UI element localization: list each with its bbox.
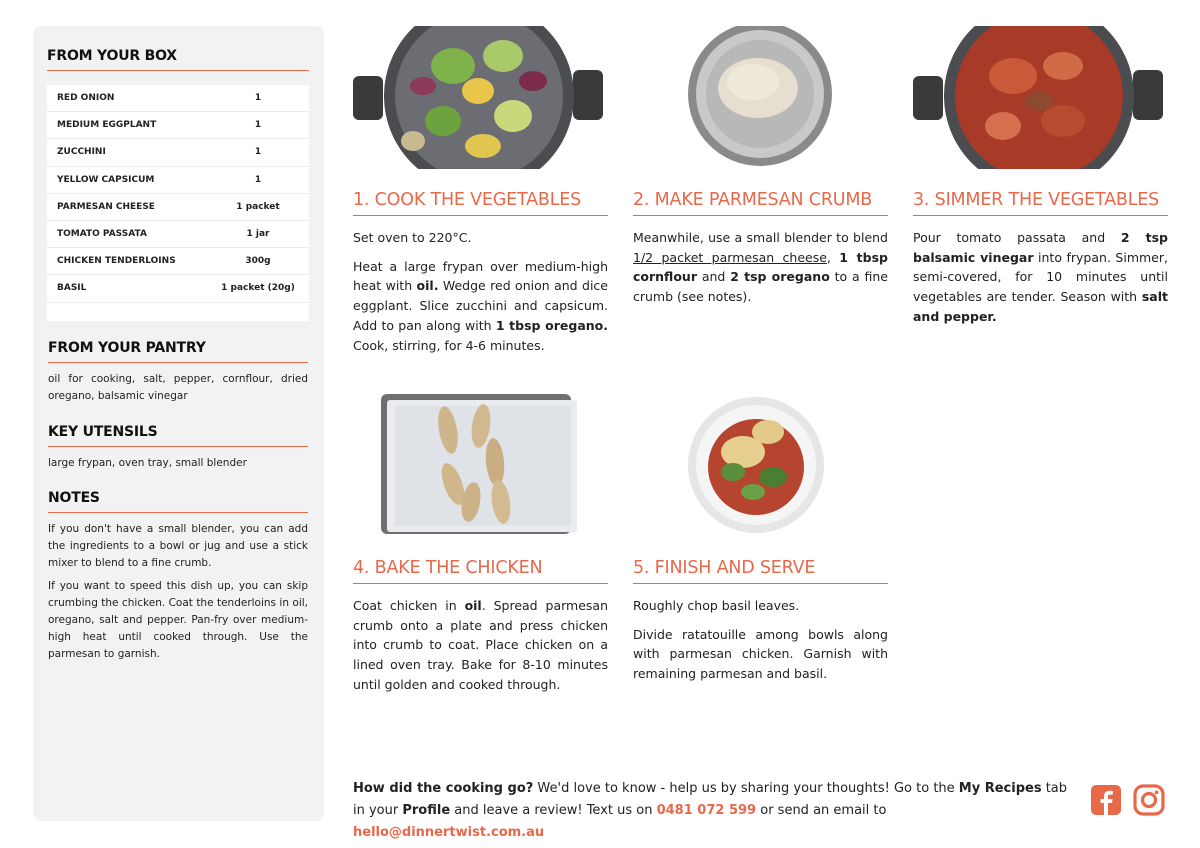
utensils-section (48, 424, 308, 472)
profile-link[interactable]: Profile (402, 803, 451, 818)
plated-dish-image (633, 392, 888, 538)
utensils-title: KEY UTENSILS (48, 424, 308, 447)
step-text-bold: oil (464, 598, 482, 613)
ingredient-row (47, 139, 309, 166)
ingredient-qty: 1 packet (236, 201, 280, 212)
pantry-text: oil for cooking, salt, pepper, cornflour, dried oregano, balsamic vinegar (48, 373, 308, 402)
ingredient-qty: 1 (254, 147, 262, 158)
footer-text: tab in your (353, 781, 1068, 818)
sidebar (33, 26, 324, 821)
step-1-title: 1. COOK THE VEGETABLES (353, 190, 608, 216)
footer-text: We'd love to know - help us by sharing your thoughts! Go to the (533, 781, 959, 796)
vegetables-pan-image (353, 26, 608, 169)
step-2-title: 2. MAKE PARMESAN CRUMB (633, 190, 888, 216)
step-5-para (633, 625, 888, 684)
step-text: to a fine crumb (see notes). (633, 269, 888, 305)
ingredient-row (47, 85, 309, 112)
parmesan-crumb-image (633, 26, 888, 169)
step-text: Coat chicken in (353, 598, 465, 613)
baking-tray-image (353, 392, 608, 538)
instagram-icon[interactable] (1133, 784, 1165, 816)
step-3 (913, 190, 1168, 327)
ingredient-qty: 1 packet (20g) (221, 283, 295, 294)
footer-text: and leave a review! Text us on (450, 803, 657, 818)
footer-review-text (353, 778, 1078, 844)
from-your-box-title: FROM YOUR BOX (47, 48, 309, 71)
step-text: . Spread parmesan crumb onto a plate and press chicken into crumb to coat. Place chicken on a lined oven tray. Bake for 8-10 minutes until golden and cooked through. (353, 598, 608, 692)
step-text: Meanwhile, use a small blender to blend (633, 230, 888, 245)
facebook-icon[interactable] (1090, 784, 1122, 816)
step-1-para (353, 228, 608, 248)
ingredient-name: ZUCCHINI (57, 147, 106, 158)
ingredient-row (47, 167, 309, 194)
ingredient-row (47, 248, 309, 275)
step-2-para (633, 228, 888, 307)
pantry-title: FROM YOUR PANTRY (48, 340, 308, 363)
ingredient-row (47, 275, 309, 302)
pantry-section (48, 340, 308, 405)
step-text: Heat a large frypan over medium-high heat with (353, 258, 608, 294)
ingredient-name: CHICKEN TENDERLOINS (57, 256, 176, 267)
step-text-bold: 2 tsp oregano (730, 269, 830, 285)
ingredient-qty: 1 (254, 93, 262, 104)
step-3-para (913, 228, 1168, 327)
ingredient-name: RED ONION (57, 93, 115, 104)
step-text-underline: 1/2 packet parmesan cheese (633, 249, 827, 265)
step-1 (353, 190, 608, 355)
my-recipes-link[interactable]: My Recipes (958, 781, 1042, 796)
ingredient-name: MEDIUM EGGPLANT (57, 120, 157, 131)
email-link[interactable]: hello@dinnertwist.com.au (353, 825, 545, 840)
ingredient-name: YELLOW CAPSICUM (57, 174, 155, 185)
step-3-title: 3. SIMMER THE VEGETABLES (913, 190, 1168, 216)
step-5 (633, 558, 888, 684)
step-2 (633, 190, 888, 307)
step-text-bold: oil. (416, 278, 439, 294)
step-text: Pour tomato passata and (913, 230, 1121, 245)
notes-section (48, 490, 308, 663)
step-text: into frypan. Simmer, semi-covered, for 10 minutes until vegetables are tender. Season with (913, 249, 1168, 305)
ingredient-list (47, 85, 309, 321)
ingredient-name: PARMESAN CHEESE (57, 201, 155, 212)
ingredient-qty: 1 (254, 120, 262, 131)
ingredient-row (47, 194, 309, 221)
phone-link[interactable]: 0481 072 599 (656, 803, 757, 818)
ingredient-qty: 300g (245, 256, 271, 267)
ingredient-qty: 1 jar (246, 229, 270, 240)
step-5-para (633, 596, 888, 616)
notes-title: NOTES (48, 490, 308, 513)
footer-text: or send an email to (756, 803, 887, 818)
step-text-bold: 1 tbsp oregano. (495, 317, 608, 333)
step-5-title: 5. FINISH AND SERVE (633, 558, 888, 584)
simmer-pan-image (913, 26, 1168, 169)
utensils-text: large frypan, oven tray, small blender (48, 457, 247, 469)
step-text: Wedge red onion and dice eggplant. Slice zucchini and capsicum. Add to pan along with (353, 278, 608, 333)
notes-paragraph: If you don't have a small blender, you can add the ingredients to a bowl or jug and use a stick mixer to blend to a fine crumb. (48, 523, 308, 569)
footer-question: How did the cooking go? (353, 781, 534, 796)
ingredient-row (47, 112, 309, 139)
ingredient-name: BASIL (57, 283, 87, 294)
step-4-title: 4. BAKE THE CHICKEN (353, 558, 608, 584)
step-text: Divide ratatouille among bowls along with parmesan chicken. Garnish with remaining parmesan and basil. (633, 626, 888, 682)
step-text: , (826, 249, 840, 265)
ingredient-row (47, 221, 309, 248)
ingredient-name: TOMATO PASSATA (57, 229, 147, 240)
step-1-para (353, 257, 608, 356)
step-text-bold: 2 tsp balsamic vinegar (913, 230, 1168, 265)
step-4 (353, 558, 608, 695)
step-text-bold: salt and pepper. (913, 289, 1168, 324)
step-text: Set oven to 220°C. (353, 230, 472, 245)
notes-paragraph: If you want to speed this dish up, you can skip crumbing the chicken. Coat the tenderloins in oil, oregano, salt and pepper. Pan-fry over medium-high heat until cooked through. Use the parmesan to garnish. (48, 580, 308, 660)
ingredient-qty: 1 (254, 174, 262, 185)
step-text: Cook, stirring, for 4-6 minutes. (353, 337, 545, 353)
step-text: Roughly chop basil leaves. (633, 598, 800, 613)
step-text-bold: 1 tbsp cornflour (633, 249, 888, 285)
step-text: and (696, 269, 731, 285)
step-4-para (353, 596, 608, 695)
